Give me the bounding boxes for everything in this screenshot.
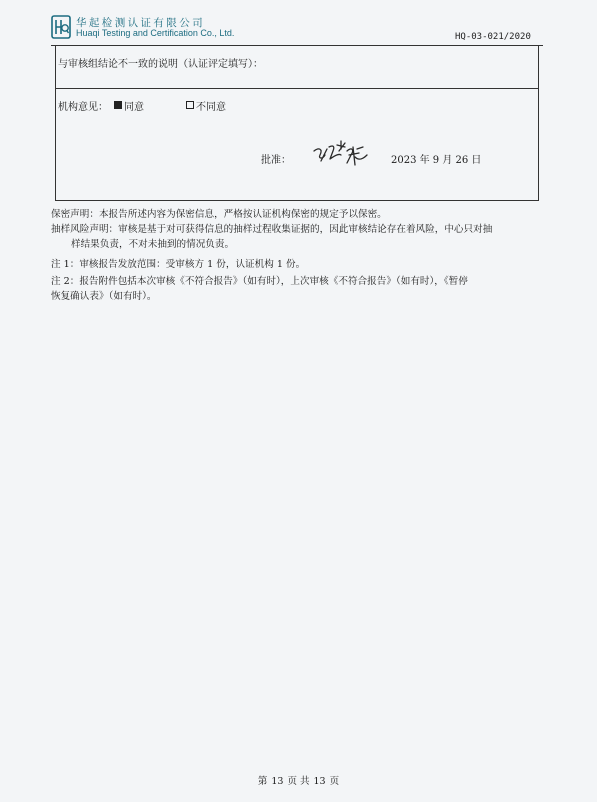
agree-label: 同意 [124,102,144,113]
sampling-risk-statement-cont: 样结果负责，不对未抽到的情况负责。 [71,239,235,250]
difference-explanation-label: 与审核组结论不一致的说明（认证评定填写）： [58,59,263,70]
disagree-option[interactable] [186,98,226,113]
box-divider [56,88,538,89]
agree-checkbox[interactable] [114,101,122,109]
footer-suffix: 页 [329,776,340,787]
handwritten-signature [311,137,371,171]
disagree-checkbox[interactable] [186,101,194,109]
footer-prefix: 第 [257,776,268,787]
page-footer [0,773,597,787]
agree-option[interactable] [114,98,144,113]
sampling-risk-statement: 抽样风险声明：审核是基于对可获得信息的抽样过程收集证据的，因此审核结论存在着风险，中心只对抽 [51,224,493,235]
approval-date: 2023 年 9 月 26 日 [391,155,482,166]
company-name-cn: 华起检测认证有限公司 [76,17,205,29]
note-2-cont: 恢复确认表》（如有时）。 [51,291,157,302]
review-opinion-box [55,45,539,201]
opinion-label: 机构意见： [58,102,108,113]
disagree-label: 不同意 [196,102,226,113]
confidentiality-statement: 保密声明：本报告所述内容为保密信息，严格按认证机构保密的规定予以保密。 [51,209,387,220]
note-2: 注 2：报告附件包括本次审核《不符合报告》（如有时），上次审核《不符合报告》（如有时），《暂停 [51,276,468,287]
document-code: HQ-03-021/2020 [455,32,531,42]
page-number: 13 [271,776,284,787]
note-1: 注 1：审核报告发放范围：受审核方 1 份，认证机构 1 份。 [51,259,306,270]
approve-label: 批准： [261,155,291,166]
company-name-en: Huaqi Testing and Certification Co., Ltd. [76,28,235,38]
company-logo [51,15,71,39]
page-total: 13 [313,776,326,787]
footer-mid: 页 共 [287,776,310,787]
